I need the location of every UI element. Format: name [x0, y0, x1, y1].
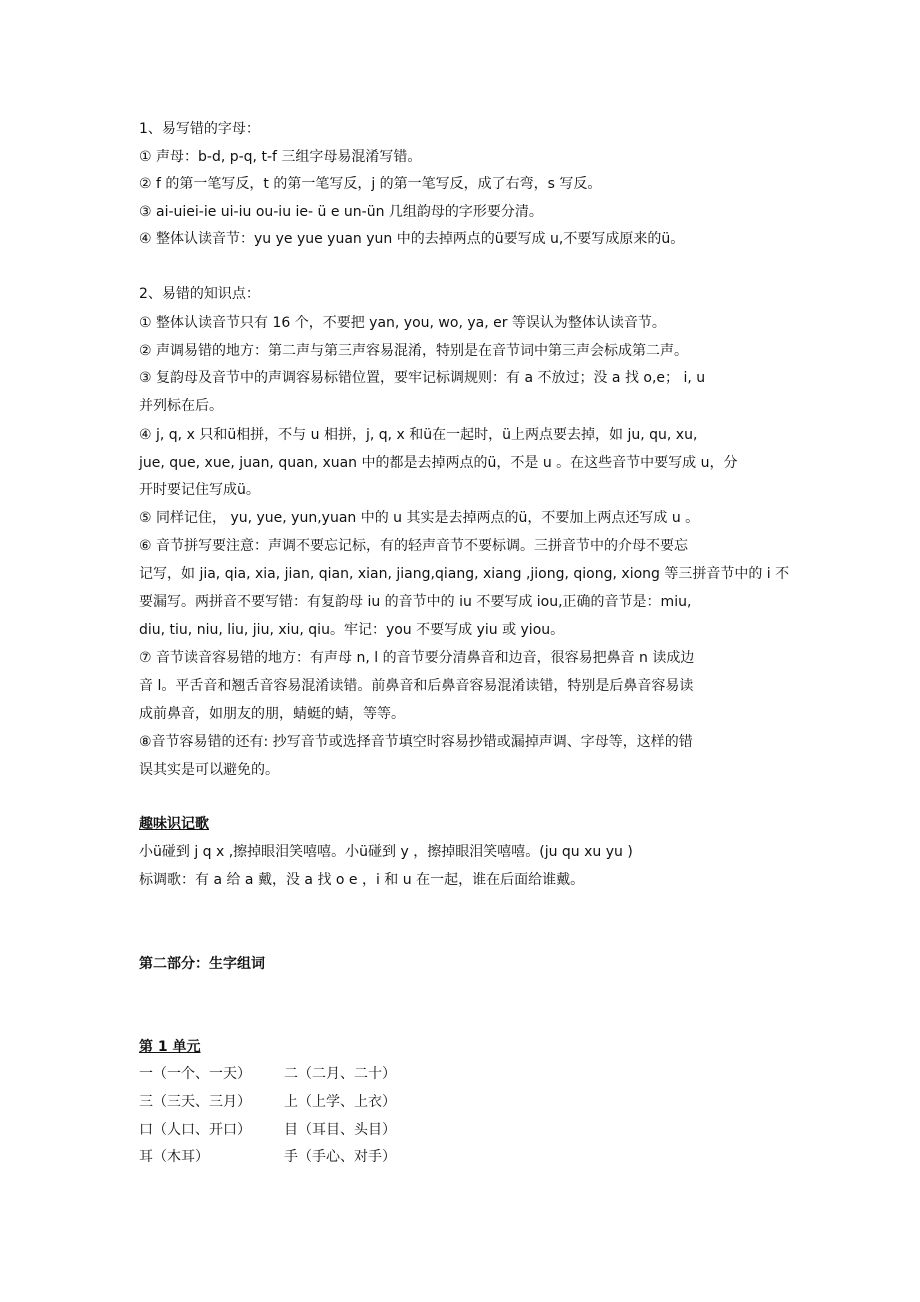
- section2-line: ⑦ 音节读音容易错的地方：有声母 n, l 的音节要分清鼻音和边音，很容易把鼻音 n 读成边: [139, 650, 695, 666]
- unit1-row-left: 口（人口、开口）: [139, 1122, 251, 1138]
- section1-item-2: ② f 的第一笔写反，t 的第一笔写反，j 的第一笔写反，成了右弯，s 写反。: [139, 176, 602, 192]
- section1-heading: 1、易写错的字母：: [139, 121, 260, 137]
- section2-line: ② 声调易错的地方：第二声与第三声容易混淆，特别是在音节词中第三声会标成第二声。: [139, 343, 688, 359]
- unit1-row-left: 耳（木耳）: [139, 1149, 209, 1165]
- section1-item-1: ① 声母：b-d, p-q, t-f 三组字母易混淆写错。: [139, 149, 422, 165]
- section2-line: diu, tiu, niu, liu, jiu, xiu, qiu。牢记：you 不要写成 yiu 或 yiou。: [139, 622, 565, 638]
- unit1-title: 第 1 单元: [139, 1039, 201, 1055]
- section2-line: jue, que, xue, juan, quan, xuan 中的都是去掉两点的ü，不是 u 。在这些音节中要写成 u，分: [139, 455, 738, 471]
- section2-line: ④ j, q, x 只和ü相拼，不与 u 相拼，j, q, x 和ü在一起时，ü上两点要去掉，如 ju, qu, xu,: [139, 427, 698, 443]
- section2-line: ⑤ 同样记住， yu, yue, yun,yuan 中的 u 其实是去掉两点的ü，不要加上两点还写成 u 。: [139, 510, 700, 526]
- section2-line: ① 整体认读音节只有 16 个，不要把 yan, you, wo, ya, er 等误认为整体认读音节。: [139, 315, 666, 331]
- part2-title: 第二部分：生字组词: [139, 956, 265, 972]
- section2-line: ⑧音节容易错的还有: 抄写音节或选择音节填空时容易抄错或漏掉声调、字母等，这样的错: [139, 734, 693, 750]
- section2-line: ⑥ 音节拼写要注意：声调不要忘记标，有的轻声音节不要标调。三拼音节中的介母不要忘: [139, 538, 688, 554]
- section2-line: 要漏写。两拼音不要写错：有复韵母 iu 的音节中的 iu 不要写成 iou,正确的音节是：miu,: [139, 594, 692, 610]
- section2-line: ③ 复韵母及音节中的声调容易标错位置，要牢记标调规则：有 a 不放过；没 a 找 o,e； i, u: [139, 370, 706, 386]
- section2-line: 音 l。平舌音和翘舌音容易混淆读错。前鼻音和后鼻音容易混淆读错，特别是后鼻音容易读: [139, 678, 694, 694]
- rhyme-title: 趣味识记歌: [139, 816, 209, 832]
- unit1-row-right: 二（二月、二十）: [284, 1066, 396, 1082]
- unit1-row-left: 三（三天、三月）: [139, 1094, 251, 1110]
- unit1-row-left: 一（一个、一天）: [139, 1066, 251, 1082]
- unit1-row-right: 上（上学、上衣）: [284, 1094, 396, 1110]
- section2-line: 误其实是可以避免的。: [139, 762, 279, 778]
- rhyme-line-2: 标调歌：有 a 给 a 戴，没 a 找 o e ，i 和 u 在一起，谁在后面给谁戴。: [139, 872, 585, 888]
- unit1-row-right: 目（耳目、头目）: [284, 1122, 396, 1138]
- section1-item-4: ④ 整体认读音节：yu ye yue yuan yun 中的去掉两点的ü要写成 u,不要写成原来的ü。: [139, 231, 685, 247]
- section2-line: 并列标在后。: [139, 398, 223, 414]
- section1-item-3: ③ ai-uiei-ie ui-iu ou-iu ie- ü e un-ün 几组韵母的字形要分清。: [139, 204, 543, 220]
- section2-line: 成前鼻音，如朋友的朋，蜻蜓的蜻，等等。: [139, 706, 405, 722]
- section2-heading: 2、易错的知识点：: [139, 286, 260, 302]
- section2-line: 开时要记住写成ü。: [139, 482, 260, 498]
- unit1-row-right: 手（手心、对手）: [284, 1149, 396, 1165]
- rhyme-line-1: 小ü碰到 j q x ,擦掉眼泪笑嘻嘻。小ü碰到 y ，擦掉眼泪笑嘻嘻。(ju qu xu yu ): [139, 844, 633, 860]
- section2-line: 记写，如 jia, qia, xia, jian, qian, xian, jiang,qiang, xiang ,jiong, qiong, xiong 等三拼音节中的 i 不: [139, 566, 790, 582]
